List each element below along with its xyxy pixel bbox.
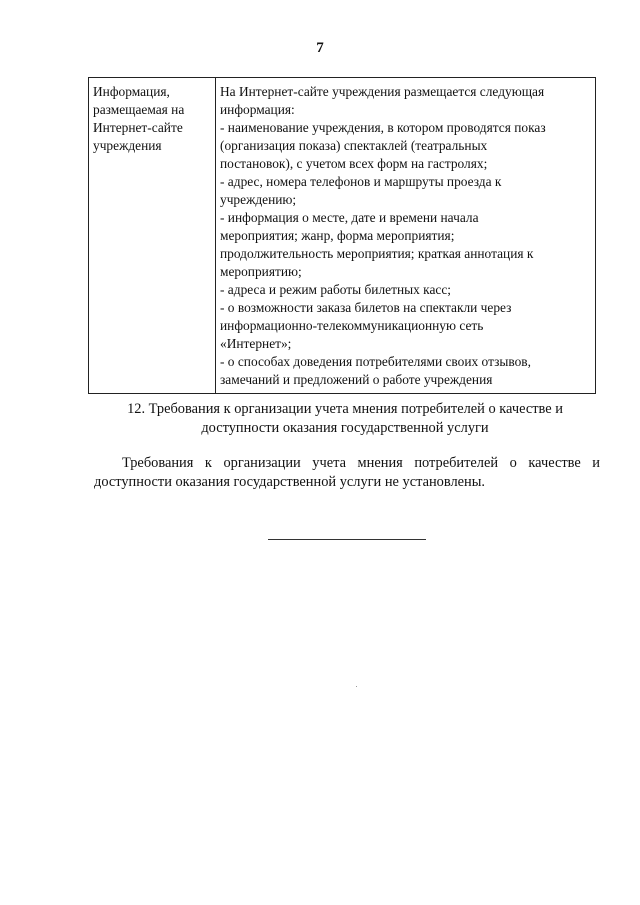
content-line: «Интернет»; bbox=[220, 336, 292, 351]
info-table bbox=[88, 77, 596, 394]
label-line: размещаемая на bbox=[93, 102, 185, 117]
content-line: учреждению; bbox=[220, 192, 297, 207]
content-line: - информация о месте, дате и времени начала bbox=[220, 210, 479, 225]
content-line: - адреса и режим работы билетных касс; bbox=[220, 282, 452, 297]
info-label-cell bbox=[89, 78, 216, 394]
content-line: продолжительность мероприятия; краткая аннотация к bbox=[220, 246, 534, 261]
label-line: Информация, bbox=[93, 84, 170, 99]
table-row bbox=[89, 78, 596, 394]
content-line: - о возможности заказа билетов на спектакли через bbox=[220, 300, 512, 315]
content-line: - адрес, номера телефонов и маршруты проезда к bbox=[220, 174, 502, 189]
content-line: постановок), с учетом всех форм на гастролях; bbox=[220, 156, 488, 171]
content-line: - о способах доведения потребителями своих отзывов, bbox=[220, 354, 531, 369]
section-heading bbox=[90, 400, 600, 438]
content-line: информационно-телекоммуникационную сеть bbox=[220, 318, 484, 333]
section-heading-line: 12. Требования к организации учета мнения потребителей о качестве и bbox=[127, 401, 563, 417]
section-heading-line: доступности оказания государственной услуги bbox=[201, 420, 489, 436]
page-number: 7 bbox=[316, 40, 324, 56]
body-paragraph: Требования к организации учета мнения потребителей о качестве и доступности оказания государственной услуги не установлены. bbox=[94, 455, 600, 490]
scan-speck bbox=[356, 686, 357, 687]
closing-rule bbox=[268, 539, 426, 540]
content-line: информация: bbox=[220, 102, 295, 117]
label-line: учреждения bbox=[93, 138, 162, 153]
content-line: замечаний и предложений о работе учреждения bbox=[220, 372, 493, 387]
content-line: мероприятия; жанр, форма мероприятия; bbox=[220, 228, 455, 243]
content-line: (организация показа) спектаклей (театральных bbox=[220, 138, 488, 153]
content-line: На Интернет-сайте учреждения размещается следующая bbox=[220, 84, 545, 99]
info-content-cell bbox=[216, 78, 596, 394]
content-line: мероприятию; bbox=[220, 264, 302, 279]
label-line: Интернет-сайте bbox=[93, 120, 183, 135]
content-line: - наименование учреждения, в котором проводятся показ bbox=[220, 120, 546, 135]
